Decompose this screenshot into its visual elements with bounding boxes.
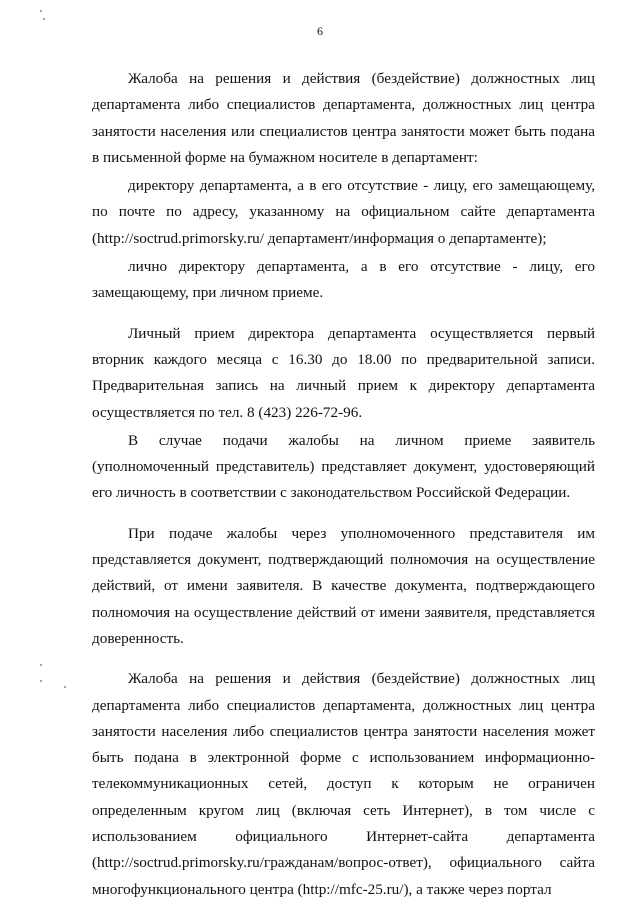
scan-artifact [40, 10, 42, 12]
scan-artifact [40, 664, 42, 666]
page-number: 6 [317, 24, 323, 38]
paragraph-personal-delivery: лично директору департамента, а в его отсутствие - лицу, его замещающему, при личном приеме. [92, 258, 595, 302]
scan-artifact [40, 680, 42, 682]
paragraph-representative: При подаче жалобы через уполномоченного представителя им представляется документ, подтверждающий полномочия на осуществление действий, от имени заявителя. В качестве документа, подтверждающего полномочия на осуществление действий от имени заявителя, представляется доверенность. [92, 524, 595, 647]
scan-artifact [64, 686, 66, 688]
paragraph-mail-to-director: директору департамента, а в его отсутствие - лицу, его замещающему, по почте по адресу, указанному на официальном сайте департамента (http://soctrud.primorsky.ru/ департамент/информация о департаменте); [92, 177, 595, 247]
paragraph-electronic-complaint: Жалоба на решения и действия (бездействие) должностных лиц департамента либо специалистов департамента, должностных лиц центра занятости населения либо специалистов центра занятости населения может быть подана в электронной форме с использованием информационно-телекоммуникационных сетей, доступ к которым не ограничен определенным кругом лиц (включая сеть Интернет), в том числе с использованием официального Интернет-сайта департамента (http://soctrud.primorsky.ru/гражданам/вопрос-ответ), официального сайта многофункционального центра (http://mfc-25.ru/), а также через портал [92, 670, 595, 898]
paragraph-identity-document: В случае подачи жалобы на личном приеме заявитель (уполномоченный представитель) представляет документ, удостоверяющий его личность в соответствии с законодательством Российской Федерации. [92, 431, 595, 502]
document-body [92, 66, 595, 903]
scan-artifact [43, 18, 45, 20]
paragraph-reception-schedule: Личный прием директора департамента осуществляется первый вторник каждого месяца с 16.30 до 18.00 по предварительной записи. Предварительная запись на личный прием к директору департамента осуществляется по тел. 8 (423) 226-72-96. [92, 324, 595, 421]
paragraph-written-complaint: Жалоба на решения и действия (бездействие) должностных лиц департамента либо специалистов департамента, должностных лиц центра занятости населения или специалистов центра занятости может быть подана в письменной форме на бумажном носителе в департамент: [92, 70, 595, 166]
